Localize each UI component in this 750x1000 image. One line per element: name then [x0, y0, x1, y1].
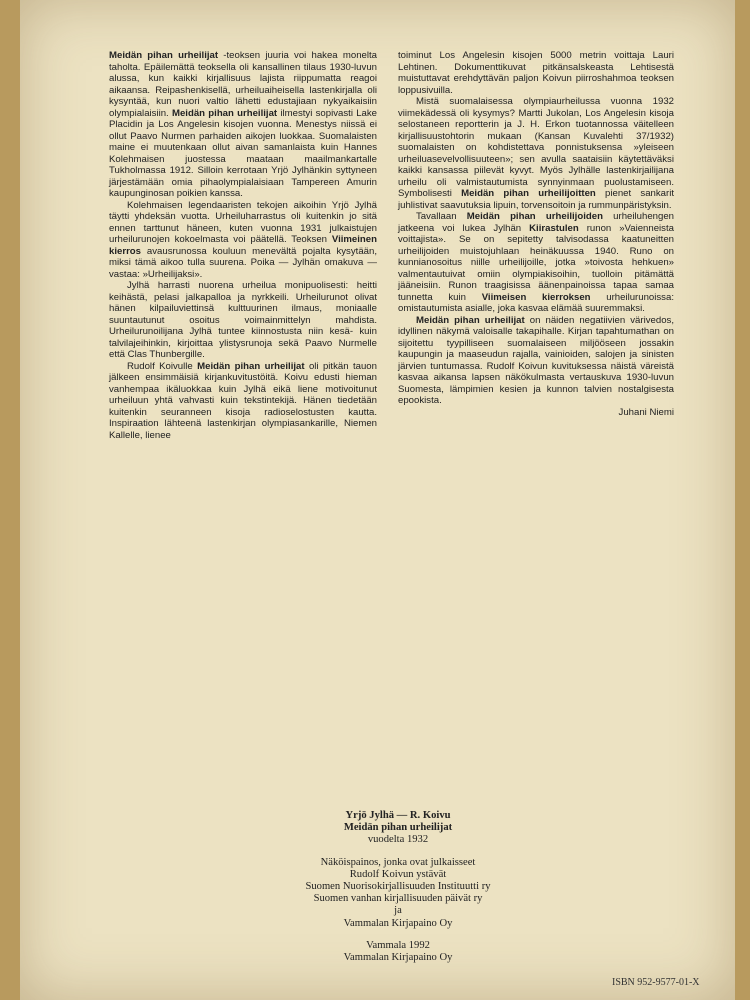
paragraph [109, 280, 377, 361]
paragraph [398, 96, 674, 211]
book-title-bold: Meidän pihan urheilijoitten [461, 188, 596, 199]
paragraph-text: avausrunossa kouluun menevältä pojalta kysytään, miksi tämä aikoo tulla suurena. Poika — Jylhän omakuva — vastaa: »Urheilijaksi». [109, 245, 377, 280]
paragraph [109, 50, 377, 200]
paragraph-text: Jylhä harrasti nuorena urheilua monipuolisesti: heitti keihästä, pelasi jalkapalloa ja nyrkkeili. Urheilurunot olivat hänen kilpailuviettinsä kulttuurinen ilmaus, moniaalle suuntautunut osoitus voimainmittelyn mahdista. Urheilurunoilijana Jylhä tuntee kiinnostusta niin kesä- kuin talvilajeihinkin, kirjoittaa ylistysrunoja sekä Paavo Nurmelle että Clas Thunbergille. [109, 280, 377, 360]
book-title-bold: Meidän pihan urheilijat [416, 314, 525, 326]
paragraph-text: pienet sankarit juhlistivat saavutuksia lipuin, torvensoitoin ja rummunpäristyksin. [398, 188, 674, 211]
imprint-title: Meidän pihan urheilijat [343, 822, 453, 834]
imprint-line: Näköispainos, jonka ovat julkaisseet [320, 856, 476, 868]
paragraph [398, 211, 674, 315]
book-title-bold: Viimeinen kierros [109, 234, 377, 257]
paragraph-text: toiminut Los Angelesin kisojen 5000 metrin voittaja Lauri Lehtinen. Dokumenttikuvat pitkänsalskeasta Lehtisestä muistuttavat erehdyttävän paljon Koivun piirroshahmoa teoksen loppusivuilla. [398, 50, 674, 96]
book-title-bold: Meidän pihan urheilijat [171, 107, 278, 119]
paragraph-text: ilmestyi sopivasti Lake Placidin ja Los Angelesin kisojen vuonna. Menestys niissä ei ollut Paavo Nurmen parhaiden aikojen luokkaa. Suomalaisten maine ei muutenkaan ollut aivan samanlaista kuin Hannes Kolehmaisen juostessa maataan maailmankartalle Tukholmassa 1912. Silloin kerrotaan Yrjö Jylhänkin syttyneen järjestämään omia pihaolympialaisiaan Tampereen Amurin kaupunginosan poikien kanssa. [109, 107, 378, 199]
paragraph-text: urheiluhengen jatkeena voi lukea Jylhän [398, 211, 674, 234]
paragraph [109, 200, 377, 281]
book-back-cover [20, 0, 735, 1000]
publication-imprint [238, 810, 558, 964]
imprint-line: Suomen Nuorisokirjallisuuden Instituutti ry [305, 881, 491, 893]
paragraph-text: Kolehmaisen legendaaristen tekojen aikoihin Yrjö Jylhä täytti yhdeksän vuotta. Urheiluharrastus oli kuitenkin jo sitä ennen tarttunut häneen, kuten vuonna 1931 julkaistujen urheilurunojen kokoelmasta voi päätellä. Teoksen [109, 199, 377, 245]
imprint-line: Rudolf Koivun ystävät [349, 868, 447, 880]
imprint-line: Vammalan Kirjapaino Oy [343, 917, 453, 929]
imprint-authors: Yrjö Jylhä — R. Koivu [345, 810, 451, 821]
paragraph [398, 50, 674, 96]
imprint-line: Suomen vanhan kirjallisuuden päivät ry [313, 893, 483, 905]
book-title-bold: Meidän pihan urheilijat [109, 50, 219, 61]
author-signature: Juhani Niemi [618, 406, 674, 418]
paragraph-text: Tavallaan [416, 211, 467, 222]
book-title-bold: Meidän pihan urheilijoiden [466, 211, 603, 222]
right-text-column [398, 50, 674, 418]
paragraph-text: -teoksen juuria voi hakea monelta taholta. Epäilemättä teoksella oli kansallinen tilaus 1930-luvun alussa, kun kaikki kirjallisuus lajista riippumatta reagoi aikaansa. Reipashenkisellä, urheiluaiheisella lastenkirjalla oli kysyntää, kun nuori valtio lähetti edustajiaan nykyaikaisiin olympialaisiin. [109, 50, 378, 119]
imprint-line: ja [394, 905, 402, 917]
left-text-column [109, 50, 377, 441]
isbn-number: ISBN 952-9577-01-X [612, 977, 700, 988]
paragraph [398, 315, 674, 407]
paragraph-text: Rudolf Koivulle [127, 360, 198, 372]
paragraph-text: runon »Vaienneista voittajista». Se on sepitetty talvisodassa kaatuneitten urheilijoiden muistojuhlaan heinäkuussa 1940. Runo on kunnianosoitus niille urheilijoille, jotka »toivosta hehkuen» valmentautuivat omiin olympiakisoihin, tuolloin pitämättä jääneisiin. Runon traagisissa äänenpainoissa tapaa samaa tunnetta kuin [398, 222, 674, 303]
book-title-bold: Meidän pihan urheilijat [197, 360, 305, 372]
paragraph-text: urheilurunoissa: omistautumista asialle, joka kasvaa elämää suuremmaksi. [398, 291, 674, 314]
paragraph-text: oli pitkän tauon jälkeen ensimmäisiä kirjankuvitustöitä. Koivu edusti hieman vanhempaa ikäluokkaa kuin Jylhä eikä liene motivoitunut urheiluun yhtä vahvasti kuin tekstintekijä. Hänen tiedetään kuitenkin seuranneen kisoja radioselostusten kautta. Inspiraation lähteenä lastenkirjan olympiasankarille, Niemen Kallelle, lienee [109, 360, 377, 441]
paragraph-text: on näiden negatiivien värivedos, idyllinen näkymä valoisalle takapihalle. Kirjan tapahtumathan on sijoitettu tyypilliseen suomalaiseen miljööseen jossakin kaupungin ja maaseudun rajalla, vainioiden, salojen ja sinisten järvien tuntumassa. Rudolf Koivun kuvituksessa näistä väreistä kasvaa aikansa lapsen näkökulmasta vertauskuva 1930-luvun Suomesta, lämpimien kesien ja kunnon talvien nostalgisesta epookista. [398, 314, 674, 406]
paragraph-text: Mistä suomalaisessa olympiaurheilussa vuonna 1932 viimekädessä oli kysymys? Martti Jukolan, Los Angelesin kisoja selostaneen reportterin ja J. H. Erkon tuotannossa väitelleen kirjallisuustohtorin mukaan (Kansan Kuvalehti 37/1932) suomalaisten on kohdistettava ponnistuksensa »yleiseen urheiluasevelvollisuuteen»; sen avulla saataisiin käytettäväksi kaikki kansassa piilevät kyvyt. Myös Jylhälle lastenkirjailijana urheilu oli valmistautumista synnyinmaan puolustamiseen. Symbolisesti [398, 96, 674, 199]
book-title-bold: Kiirastulen [529, 222, 579, 234]
paragraph [109, 361, 377, 442]
imprint-place-year: Vammala 1992 [366, 939, 430, 951]
imprint-printer: Vammalan Kirjapaino Oy [343, 952, 453, 964]
book-title-bold: Viimeisen kierroksen [481, 291, 591, 303]
imprint-year-line: vuodelta 1932 [367, 834, 429, 846]
